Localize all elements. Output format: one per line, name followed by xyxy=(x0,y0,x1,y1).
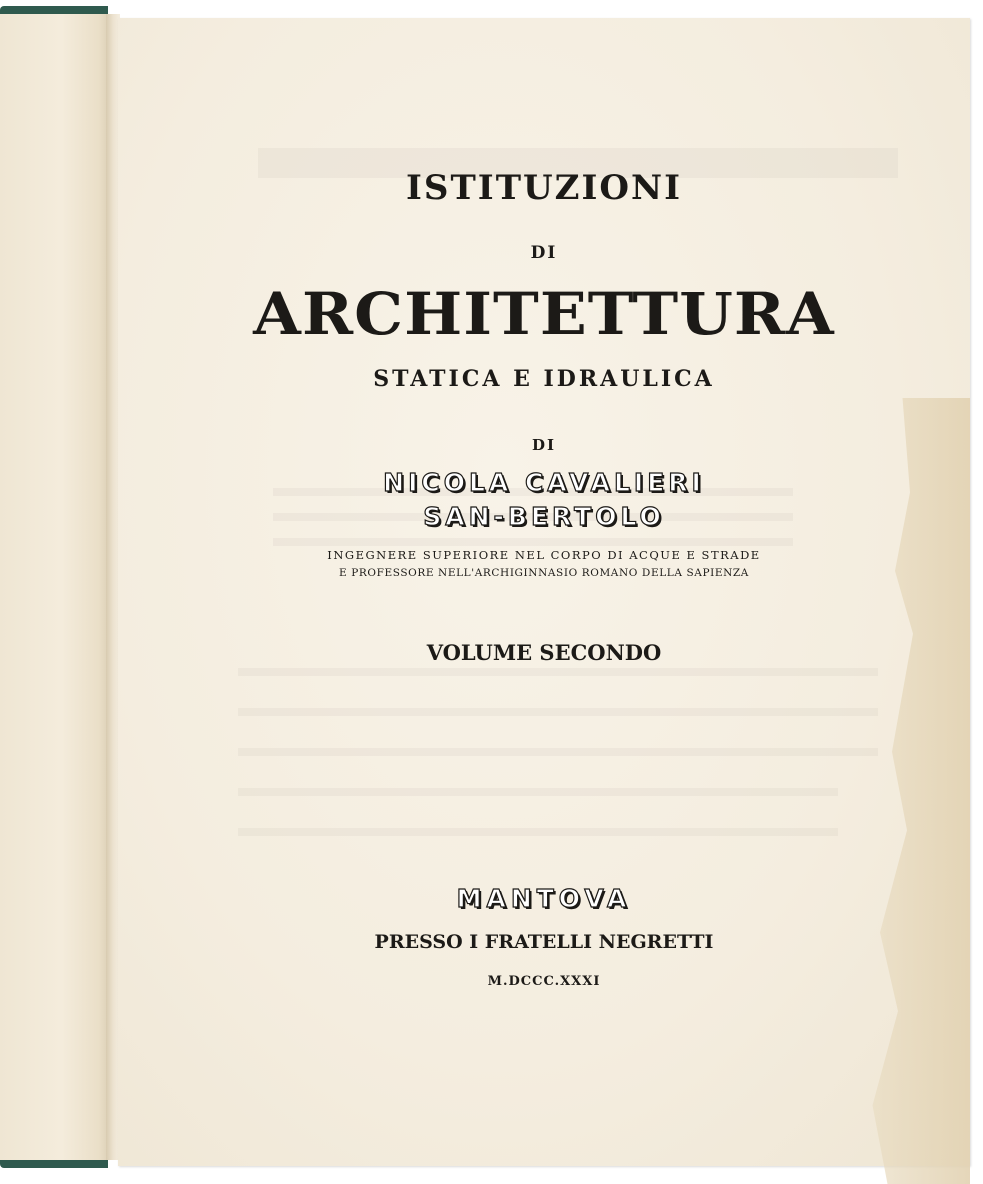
show-through-line xyxy=(238,668,878,676)
author-role-line-1: INGEGNERE SUPERIORE NEL CORPO DI ACQUE E STRADE xyxy=(327,548,761,562)
show-through-line xyxy=(238,788,838,796)
author-surname: SAN-BERTOLO xyxy=(423,502,665,531)
show-through-line xyxy=(238,748,878,756)
title-page xyxy=(118,18,970,1166)
title-line-2: ARCHITETTURA xyxy=(253,280,835,348)
imprint-city: MANTOVA xyxy=(456,884,632,913)
title-line-1: ISTITUZIONI xyxy=(406,168,682,208)
show-through-line xyxy=(273,538,793,546)
connector-di-author: DI xyxy=(531,436,557,454)
imprint-publisher: PRESSO I FRATELLI NEGRETTI xyxy=(374,931,714,953)
left-page xyxy=(0,14,113,1160)
author-name: NICOLA CAVALIERI xyxy=(383,468,705,497)
volume-label: VOLUME SECONDO xyxy=(426,640,662,665)
subtitle: STATICA E IDRAULICA xyxy=(373,366,715,392)
author-role-line-2: E PROFESSORE NELL'ARCHIGINNASIO ROMANO DELLA SAPIENZA xyxy=(339,567,749,579)
show-through-line xyxy=(238,708,878,716)
show-through-line xyxy=(238,828,838,836)
connector-di: DI xyxy=(530,243,558,263)
imprint-year: M.DCCC.XXXI xyxy=(487,974,601,989)
